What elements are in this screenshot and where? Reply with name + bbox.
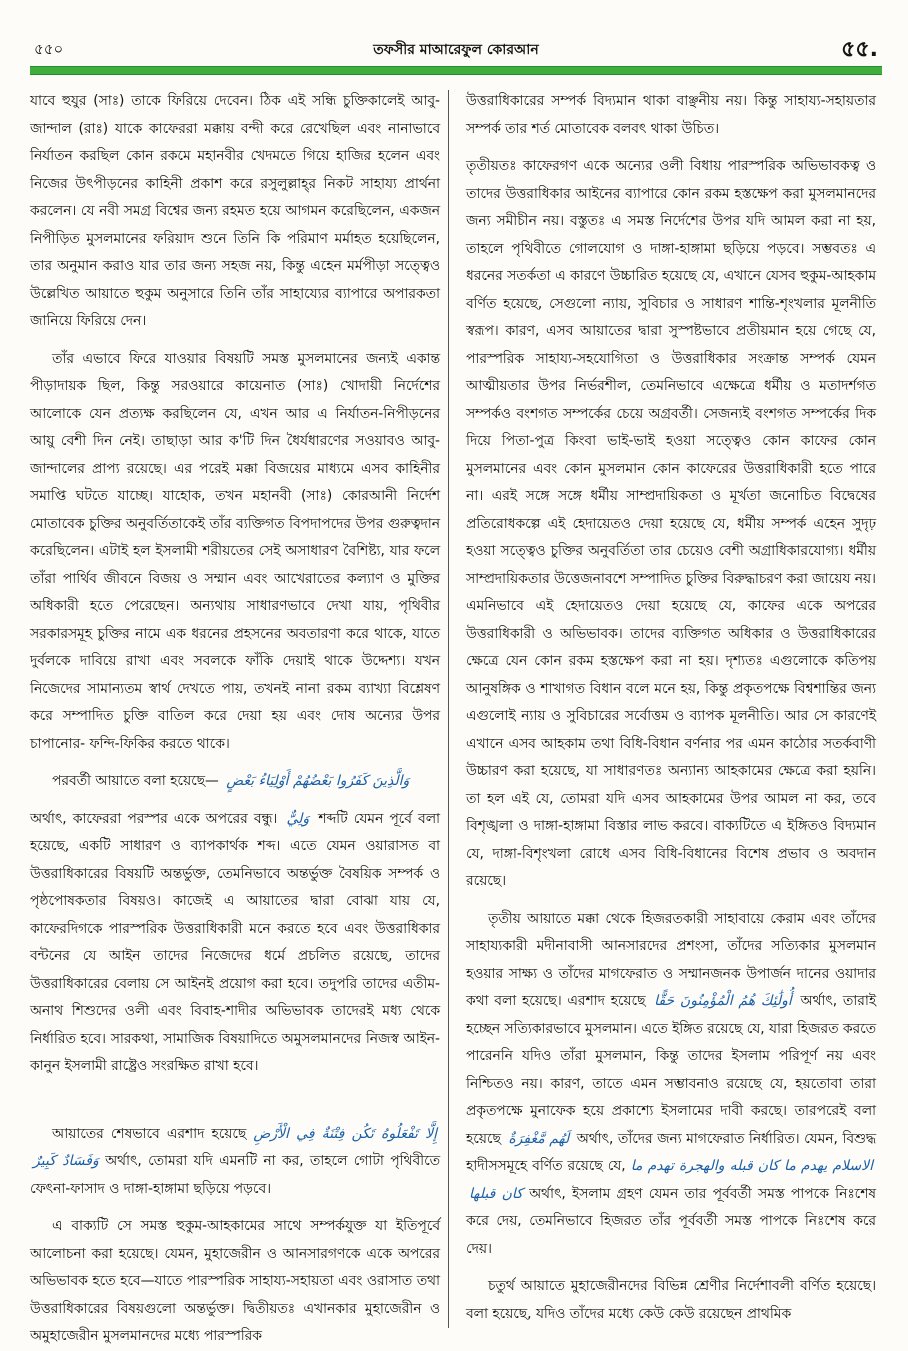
header-rule <box>30 66 882 75</box>
paragraph: যাবে হুযুর (সাঃ) তাকে ফিরিয়ে দেবেন। ঠিক এই সন্ধি চুক্তিকালেই আবু-জান্দাল (রাঃ) যাকে কাফেররা মক্কায় বন্দী করে রেখেছিল এবং নানাভাবে নির্যাতন করছিল কোন রকমে মহানবীর খেদমতে গিয়ে হাজির হলেন এবং নিজের উৎপীড়নের কাহিনী প্রকাশ করে রসুলুল্লাহ্‌র নিকট সাহায্য প্রার্থনা করলেন। যে নবী সমগ্র বিশ্বের জন্য রহমত হয়ে আগমন করেছিলেন, একজন নিপীড়িত মুসলমানের ফরিয়াদ শুনে তিনি কি পরিমাণ মর্মাহত হয়েছিলেন, তার অনুমান করাও যার তার জন্য সহজ নয়, কিন্তু এহেন মর্মপীড়া সত্ত্বেও উল্লেখিত আয়াতে হুকুম অনুসারে তিনি তাঁর সাহায্যের ব্যাপারে অপারকতা জানিয়ে ফিরিয়ে দেন। <box>30 93 440 329</box>
text-run: অর্থাৎ, তারাই হচ্ছেন সত্যিকারভাবে মুসলমান। এতে ইঙ্গিত রয়েছে যে, যারা হিজরত করতে পারেননি যদিও তাঁরা মুসলমান, কিন্তু তাদের ইসলাম পরিপূর্ণ নয় এবং নিশ্চিতও নয়। কারণ, তাতে এমন সম্ভাবনাও রয়েছে যে, হয়তোবা তারা প্রকৃতপক্ষে মুনাফেক হয়ে প্রকাশ্যে ইসলামের দাবী করছে। তারপরেই বলা হয়েছে <box>466 993 876 1147</box>
page-number-left: ৫৫০ <box>34 40 64 58</box>
arabic-verse: لَهُم مَّغْفِرَةٌ <box>508 1130 570 1147</box>
left-column <box>30 88 440 1344</box>
text-run: আয়াতের শেষভাবে এরশাদ হয়েছে <box>52 1125 247 1142</box>
page-header <box>30 30 882 64</box>
paragraph <box>30 1121 440 1204</box>
arabic-verse: إِلَّا تَفْعَلُوهُ تَكُن فِتْنَةٌ فِي الْأَرْضِ وَفَسَادٌ كَبِيرٌ <box>33 1125 437 1169</box>
paragraph: তাঁর এভাবে ফিরে যাওয়ার বিষয়টি সমস্ত মুসলমানের জন্যই একান্ত পীড়াদায়ক ছিল, কিন্তু সরওয়ারে কায়েনাত (সাঃ) খোদায়ী নির্দেশের আলোকে যেন প্রত্যক্ষ করছিলেন যে, এখন আর এ নির্যাতন-নিপীড়নের আয়ু বেশী দিন নেই। তাছাড়া আর ক'টি দিন ধৈর্যধারণের সওয়াবও আবু-জান্দালের প্রাপ্য রয়েছে। এর পরেই মক্কা বিজয়ের মাধ্যমে এসব কাহিনীর সমাপ্তি ঘটতে যাচ্ছে। যাহোক, তখন মহানবী (সাঃ) কোরআনী নির্দেশ মোতাবেক চুক্তির অনুবর্তিতাকেই তাঁর ব্যক্তিগত বিপদাপদের উপর গুরুত্বদান করেছিলেন। এটাই হল ইসলামী শরীয়তের সেই অসাধারণ বৈশিষ্ট্য, যার ফলে তাঁরা পার্থিব জীবনে বিজয় ও সম্মান এবং আখেরাতের কল্যাণ ও মুক্তির অধিকারী হতে পেরেছেন। অন্যথায় সাধারণভাবে দেখা যায়, পৃথিবীর সরকারসমূহ চুক্তির নামে এক ধরনের প্রহসনের অবতারণা করে থাকে, যাতে দুর্বলকে দাবিয়ে রাখা এবং সবলকে ফাঁকি দেয়াই থাকে উদ্দেশ্য। যখন নিজেদের সামান্যতম স্বার্থ দেখতে পায়, তখনই নানা রকম ব্যাখ্যা বিশ্লেষণ করে সম্পাদিত চুক্তি বাতিল করে দেয়া হয় এবং দোষ অন্যের উপর চাপানোর- ফন্দি-ফিকির করতে থাকে। <box>30 350 440 752</box>
column-divider <box>448 90 449 1328</box>
paragraph: তৃতীয়তঃ কাফেরগণ একে অন্যের ওলী বিধায় পারস্পরিক অভিভাবকত্ব ও তাদের উত্তরাধিকার আইনের ব্যাপারে কোন রকম হস্তক্ষেপ করা মুসলমানদের জন্য সমীচীন নয়। বস্তুতঃ এ সমস্ত নির্দেশের উপর যদি আমল করা না হয়, তাহলে পৃথিবীতে গোলযোগ ও দাঙ্গা-হাঙ্গামা ছড়িয়ে পড়বে। সম্ভবতঃ এ ধরনের সতর্কতা এ কারণে উচ্চারিত হয়েছে যে, এখানে যেসব হুকুম-আহকাম বর্ণিত হয়েছে, সেগুলো ন্যায়, সুবিচার ও সাধারণ শান্তি-শৃংখলার মূলনীতি স্বরূপ। কারণ, এসব আয়াতের দ্বারা সুস্পষ্টভাবে প্রতীয়মান হয়ে গেছে যে, পারস্পরিক সাহায্য-সহযোগিতা ও উত্তরাধিকার সংক্রান্ত সম্পর্ক যেমন আত্মীয়তার উপর নির্ভরশীল, তেমনিভাবে এক্ষেত্রে ধর্মীয় ও মতাদর্শগত সম্পর্কও বংশগত সম্পর্কের চেয়ে অগ্রবর্তী। সেজন্যই বংশগত সম্পর্কের দিক দিয়ে পিতা-পুত্র কিংবা ভাই-ভাই হওয়া সত্ত্বেও কোন কাফের কোন মুসলমানের এবং কোন মুসলমান কোন কাফেরের উত্তরাধিকারী হতে পারে না। এরই সঙ্গে সঙ্গে ধর্মীয় সাম্প্রদায়িকতা ও মূর্খতা জনোচিত বিদ্বেষের প্রতিরোধকল্পে এই হেদায়েতও দেয়া হয়েছে যে, ধর্মীয় সম্পর্ক এহেন সুদৃঢ় হওয়া সত্ত্বেও চুক্তির অনুবর্তিতা তার চেয়েও বেশী অগ্রাধিকারযোগ্য। ধর্মীয় সাম্প্রদায়িকতার উত্তেজনাবশে সম্পাদিত চুক্তির বিরুদ্ধাচরণ করা জায়েয নয়। এমনিভাবে এই হেদায়েতও দেয়া হয়েছে যে, কাফের একে অপরের উত্তরাধিকারী ও অভিভাবক। তাদের ব্যক্তিগত অধিকার ও উত্তরাধিকারের ক্ষেত্রে যেন কোন রকম হস্তক্ষেপ করা না হয়। দৃশ্যতঃ এগুলোকে কতিপয় আনুষঙ্গিক ও শাখাগত বিধান বলে মনে হয়, কিন্তু প্রকৃতপক্ষে বিশ্বশান্তির জন্য এগুলোই ন্যায় ও সুবিচারের সর্বোত্তম ও ব্যাপক মূলনীতি। আর সে কারণেই এখানে এসব আহকাম তথা বিধি-বিধান বর্ণনার পর এমন কাঠোর সতর্কবাণী উচ্চারণ করা হয়েছে, যা সাধারণতঃ অন্যান্য আহকামের ক্ষেত্রে করা হয়নি। তা হল এই যে, তোমরা যদি এসব আহকামের উপর আমল না কর, তবে বিশৃঙ্খলা ও দাঙ্গা-হাঙ্গামা বিস্তার লাভ করবে। বাক্যটিতে এ ইঙ্গিতও বিদ্যমান যে, দাঙ্গা-বিশৃংখলা রোধে এসব বিধি-বিধানের বিশেষ প্রভাব ও অবদান রয়েছে। <box>466 158 876 889</box>
paragraph: চতুর্থ আয়াতে মুহাজেরীনদের বিভিন্ন শ্রেণীর নির্দেশাবলী বর্ণিত হয়েছে। বলা হয়েছে, যদিও তাঁদের মধ্যে কেউ কেউ রয়েছেন প্রাথমিক <box>466 1278 876 1322</box>
paragraph <box>30 806 440 1081</box>
text-run: অর্থাৎ, কাফেররা পরস্পর একে অপরের বন্ধু। <box>30 810 278 827</box>
paragraph: উত্তরাধিকারের সম্পর্ক বিদ্যমান থাকা বাঞ্ছনীয় নয়। কিন্তু সাহায্য-সহায়তার সম্পর্ক তার শর্ত মোতাবেক বলবৎ থাকা উচিত। <box>466 93 876 137</box>
text-run: পরবর্তী আয়াতে বলা হয়েছে— <box>52 773 219 789</box>
text-run: তৃতীয় আয়াতে মক্কা থেকে হিজরতকারী সাহাবায়ে কেরাম এবং তাঁদের সাহায্যকারী মদীনাবাসী আনসারদের প্রশংসা, তাঁদের সত্যিকার মুসলমান হওয়ার সাক্ষ্য ও তাঁদের মাগফেরাত ও সম্মানজনক উপার্জন দানের ওয়াদার কথা বলা হয়েছে। এরশাদ হয়েছে <box>466 910 876 1009</box>
page-number-right: ৫৫. <box>841 37 878 62</box>
text-run: অর্থাৎ, ইসলাম গ্রহণ যেমন তার পূর্ববর্তী সমস্ত পাপকে নিঃশেষ করে দেয়, তেমনিভাবে হিজরত তাঁর পূর্ববর্তী সমস্ত পাপকে নিঃশেষ করে দেয়। <box>466 1185 876 1257</box>
running-title: তফসীর মাআরেফুল কোরআন <box>373 42 539 58</box>
paragraph <box>466 906 876 1264</box>
arabic-word: وَلِيٌّ <box>286 810 310 827</box>
paragraph <box>30 768 440 796</box>
text-run: অর্থাৎ, তাঁদের জন্য মাগফেরাত নির্ধারিত। যেমন, বিশুদ্ধ হাদীসসমূহে বর্ণিত রয়েছে যে, <box>466 1130 877 1174</box>
right-column <box>466 88 876 1333</box>
arabic-verse: أُولَٰئِكَ هُمُ الْمُؤْمِنُونَ حَقًّا <box>654 993 792 1009</box>
arabic-hadith: الاسلام يهدم ما كان قبله والهجرة تهدم ما كان قبلها <box>469 1158 874 1202</box>
arabic-verse: وَالَّذِينَ كَفَرُوا بَعْضُهُمْ أَوْلِيَاءُ بَعْضٍ <box>226 773 410 789</box>
text-run: অর্থাৎ, তোমরা যদি এমনটি না কর, তাহলে গোটা পৃথিবীতে ফেৎনা-ফাসাদ ও দাঙ্গা-হাঙ্গামা ছড়িয়ে পড়বে। <box>30 1153 440 1197</box>
text-run: শব্দটি যেমন পূর্বে বলা হয়েছে, একটি সাধারণ ও ব্যাপকার্থক শব্দ। এতে যেমন ওয়ারাসত বা উত্তরাধিকারের বিষয়টি অন্তর্ভুক্ত, তেমনিভাবে অন্তর্ভুক্ত বৈষয়িক সম্পর্ক ও পৃষ্ঠপোষকতার বিষয়ও। কাজেই এ আয়াতের দ্বারা বোঝা যায় যে, কাফেরদিগকে পারস্পরিক উত্তরাধিকারী মনে করতে হবে এবং উত্তরাধিকার বন্টনের যে আইন তাদের নিজেদের ধর্মে প্রচলিত রয়েছে, তাদের উত্তরাধিকারের বেলায় সে আইনই প্রয়োগ করা হবে। তদুপরি তাদের এতীম-অনাথ শিশুদের ওলী এবং বিবাহ-শাদীর অভিভাবক তাদেরই মধ্য থেকে নির্ধারিত হবে। সারকথা, সামাজিক বিষয়াদিতে অমুসলমানদের নিজস্ব আইন-কানুন ইসলামী রাষ্ট্রেও সংরক্ষিত রাখা হবে। <box>30 810 440 1074</box>
paragraph: এ বাক্যটি সে সমস্ত হুকুম-আহকামের সাথে সম্পর্কযুক্ত যা ইতিপূর্বে আলোচনা করা হয়েছে। যেমন, মুহাজেরীন ও আনসারগণকে একে অপরের অভিভাবক হতে হবে—যাতে পারস্পরিক সাহায্য-সহায়তা এবং ওরাসাত তথা উত্তরাধিকারের বিষয়গুলো অন্তর্ভুক্ত। দ্বিতীয়তঃ এখানকার মুহাজেরীন ও অমুহাজেরীন মুসলমানদের মধ্যে পারস্পরিক <box>30 1218 440 1344</box>
